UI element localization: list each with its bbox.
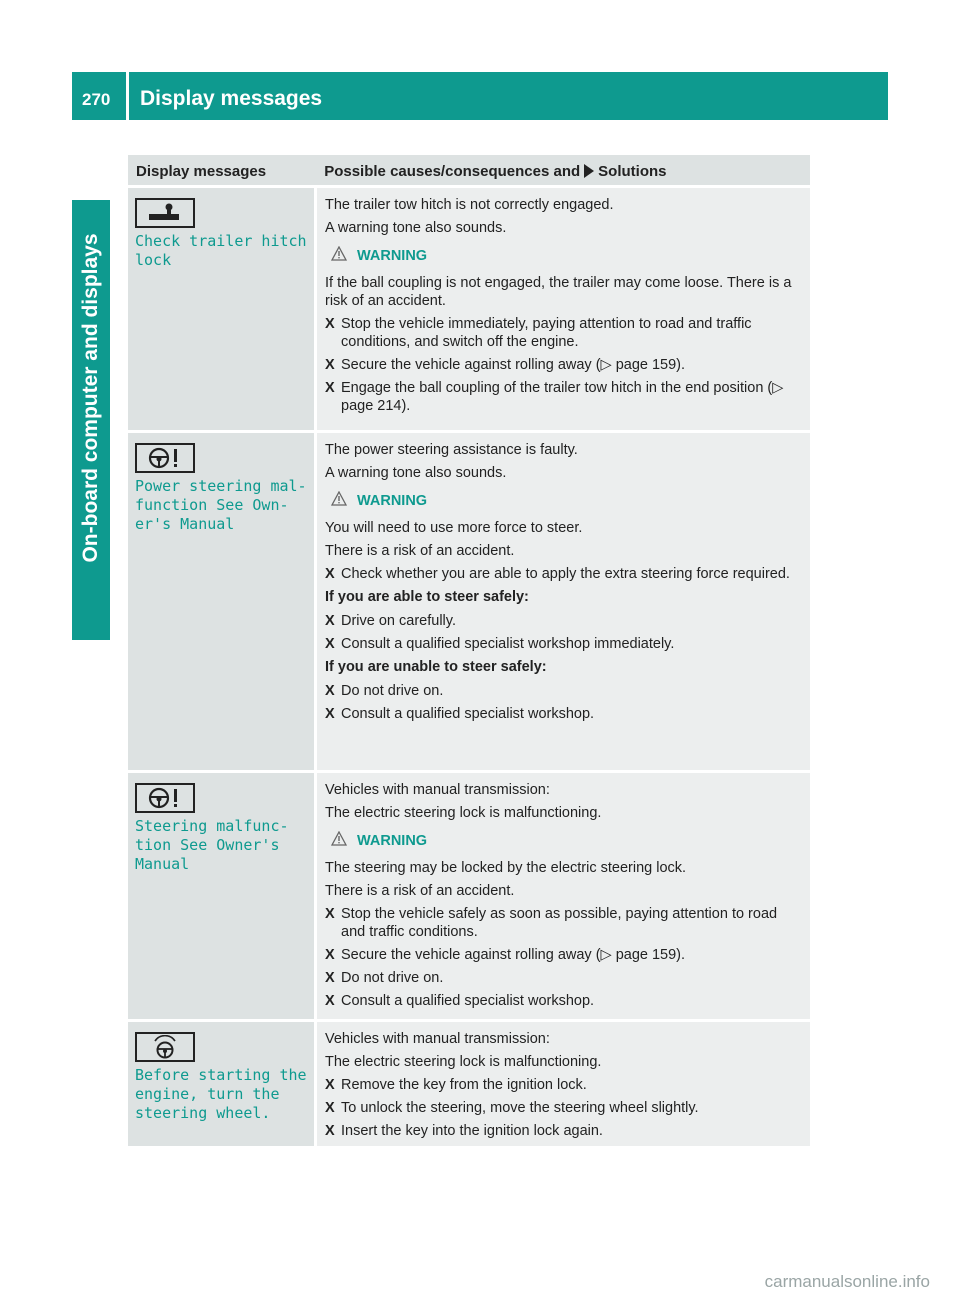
list-item-text: Consult a qualified specialist workshop immediately. (341, 636, 675, 652)
bullet-x-icon: X (325, 993, 335, 1009)
display-cell (128, 188, 314, 430)
side-section-label: On-board computer and displays (79, 233, 102, 563)
page-title: Display messages (140, 87, 323, 110)
list-item (325, 1076, 802, 1094)
bullet-x-icon: X (325, 970, 335, 986)
list-item (325, 612, 802, 630)
bullet-x-icon: X (325, 316, 335, 332)
list-item (325, 379, 802, 415)
page-number: 270 (82, 90, 111, 109)
list-item (325, 356, 802, 374)
warning-text: There is a risk of an accident. (325, 543, 515, 559)
list-item (325, 705, 802, 723)
play-arrow-icon (584, 164, 594, 178)
bullet-x-icon: X (325, 357, 335, 373)
solutions-cell (317, 1022, 810, 1146)
bullet-x-icon: X (325, 947, 335, 963)
list-item (325, 682, 802, 700)
warning-label: WARNING (357, 492, 428, 509)
display-message-text: Check trailer hitch lock (135, 232, 307, 269)
steering-wheel-turn-icon (135, 1032, 195, 1062)
steering-wheel-warning-icon (135, 783, 195, 813)
list-item (325, 1099, 802, 1117)
list-item (325, 565, 802, 583)
solutions-cell (317, 188, 810, 430)
table-row (128, 433, 810, 770)
cause-text: The power steering assistance is faulty. (325, 442, 578, 458)
warning-triangle-icon (331, 246, 347, 265)
warning-text: There is a risk of an accident. (325, 883, 515, 899)
list-item (325, 1122, 802, 1140)
col-header-display: Display messages (136, 163, 267, 180)
bullet-x-icon: X (325, 1077, 335, 1093)
table-row (128, 188, 810, 430)
display-cell (128, 1022, 314, 1146)
condition-heading: If you are unable to steer safely: (325, 659, 547, 675)
list-item (325, 905, 802, 941)
list-item-text: Check whether you are able to apply the extra steering force required. (341, 566, 790, 582)
col-header-causes-text: Possible causes/consequences and (324, 163, 581, 180)
solutions-cell (317, 773, 810, 1019)
list-item-text: Stop the vehicle immediately, paying attention to road and traffic conditions, and switch off the engine. (341, 316, 752, 350)
warning-triangle-icon (331, 831, 347, 850)
list-item-text: Drive on carefully. (341, 613, 456, 629)
display-message-text: Steering malfunc‐ tion See Owner's Manual (135, 817, 289, 873)
list-item (325, 992, 802, 1010)
cause-text: A warning tone also sounds. (325, 220, 507, 236)
bullet-x-icon: X (325, 906, 335, 922)
table-row (128, 1022, 810, 1146)
warning-label: WARNING (357, 247, 428, 264)
steering-wheel-warning-icon (135, 443, 195, 473)
bullet-x-icon: X (325, 1100, 335, 1116)
list-item-text: Secure the vehicle against rolling away (▷ page 159). (341, 357, 686, 373)
cause-text: Vehicles with manual transmission: (325, 782, 550, 798)
warning-heading (325, 491, 802, 510)
display-message-text: Before starting the engine, turn the steering wheel. (135, 1066, 307, 1122)
cause-text: A warning tone also sounds. (325, 465, 507, 481)
watermark: carmanualsonline.info (764, 1272, 930, 1291)
warning-text: If the ball coupling is not engaged, the trailer may come loose. There is a risk of an accident. (325, 275, 792, 309)
list-item-text: Consult a qualified specialist workshop. (341, 706, 595, 722)
bullet-x-icon: X (325, 613, 335, 629)
list-item-text: Insert the key into the ignition lock again. (341, 1123, 603, 1139)
list-item-text: Secure the vehicle against rolling away (▷ page 159). (341, 947, 686, 963)
list-item-text: To unlock the steering, move the steering wheel slightly. (341, 1100, 699, 1116)
display-cell (128, 773, 314, 1019)
display-messages-table (128, 155, 810, 1146)
list-item (325, 635, 802, 653)
cause-text: The electric steering lock is malfunctioning. (325, 1054, 602, 1070)
table-row (128, 773, 810, 1019)
bullet-x-icon: X (325, 706, 335, 722)
header-divider (126, 72, 129, 120)
condition-heading: If you are able to steer safely: (325, 589, 529, 605)
list-item-text: Do not drive on. (341, 970, 444, 986)
table-header (128, 155, 810, 185)
bullet-x-icon: X (325, 1123, 335, 1139)
list-item (325, 315, 802, 351)
solutions-cell (317, 433, 810, 770)
list-item (325, 969, 802, 987)
display-message-text: Power steering mal‐ function See Own‐ er's Manual (135, 477, 307, 533)
warning-triangle-icon (331, 491, 347, 510)
warning-text: The steering may be locked by the electric steering lock. (325, 860, 687, 876)
cause-text: The trailer tow hitch is not correctly engaged. (325, 197, 614, 213)
list-item (325, 946, 802, 964)
list-item-text: Remove the key from the ignition lock. (341, 1077, 587, 1093)
cause-text: The electric steering lock is malfunctioning. (325, 805, 602, 821)
warning-text: You will need to use more force to steer. (325, 520, 583, 536)
bullet-x-icon: X (325, 636, 335, 652)
list-item-text: Consult a qualified specialist workshop. (341, 993, 595, 1009)
bullet-x-icon: X (325, 380, 335, 396)
list-item-text: Do not drive on. (341, 683, 444, 699)
list-item-text: Stop the vehicle safely as soon as possible, paying attention to road and traffic conditions. (341, 906, 778, 940)
warning-label: WARNING (357, 832, 428, 849)
cause-text: Vehicles with manual transmission: (325, 1031, 550, 1047)
bullet-x-icon: X (325, 566, 335, 582)
bullet-x-icon: X (325, 683, 335, 699)
display-cell (128, 433, 314, 770)
col-header-solutions-text: Solutions (598, 163, 667, 180)
warning-heading (325, 831, 802, 850)
col-header-causes (316, 155, 810, 185)
trailer-hitch-icon (135, 198, 195, 228)
list-item-text: Engage the ball coupling of the trailer tow hitch in the end position (▷ page 214). (341, 380, 784, 414)
warning-heading (325, 246, 802, 265)
